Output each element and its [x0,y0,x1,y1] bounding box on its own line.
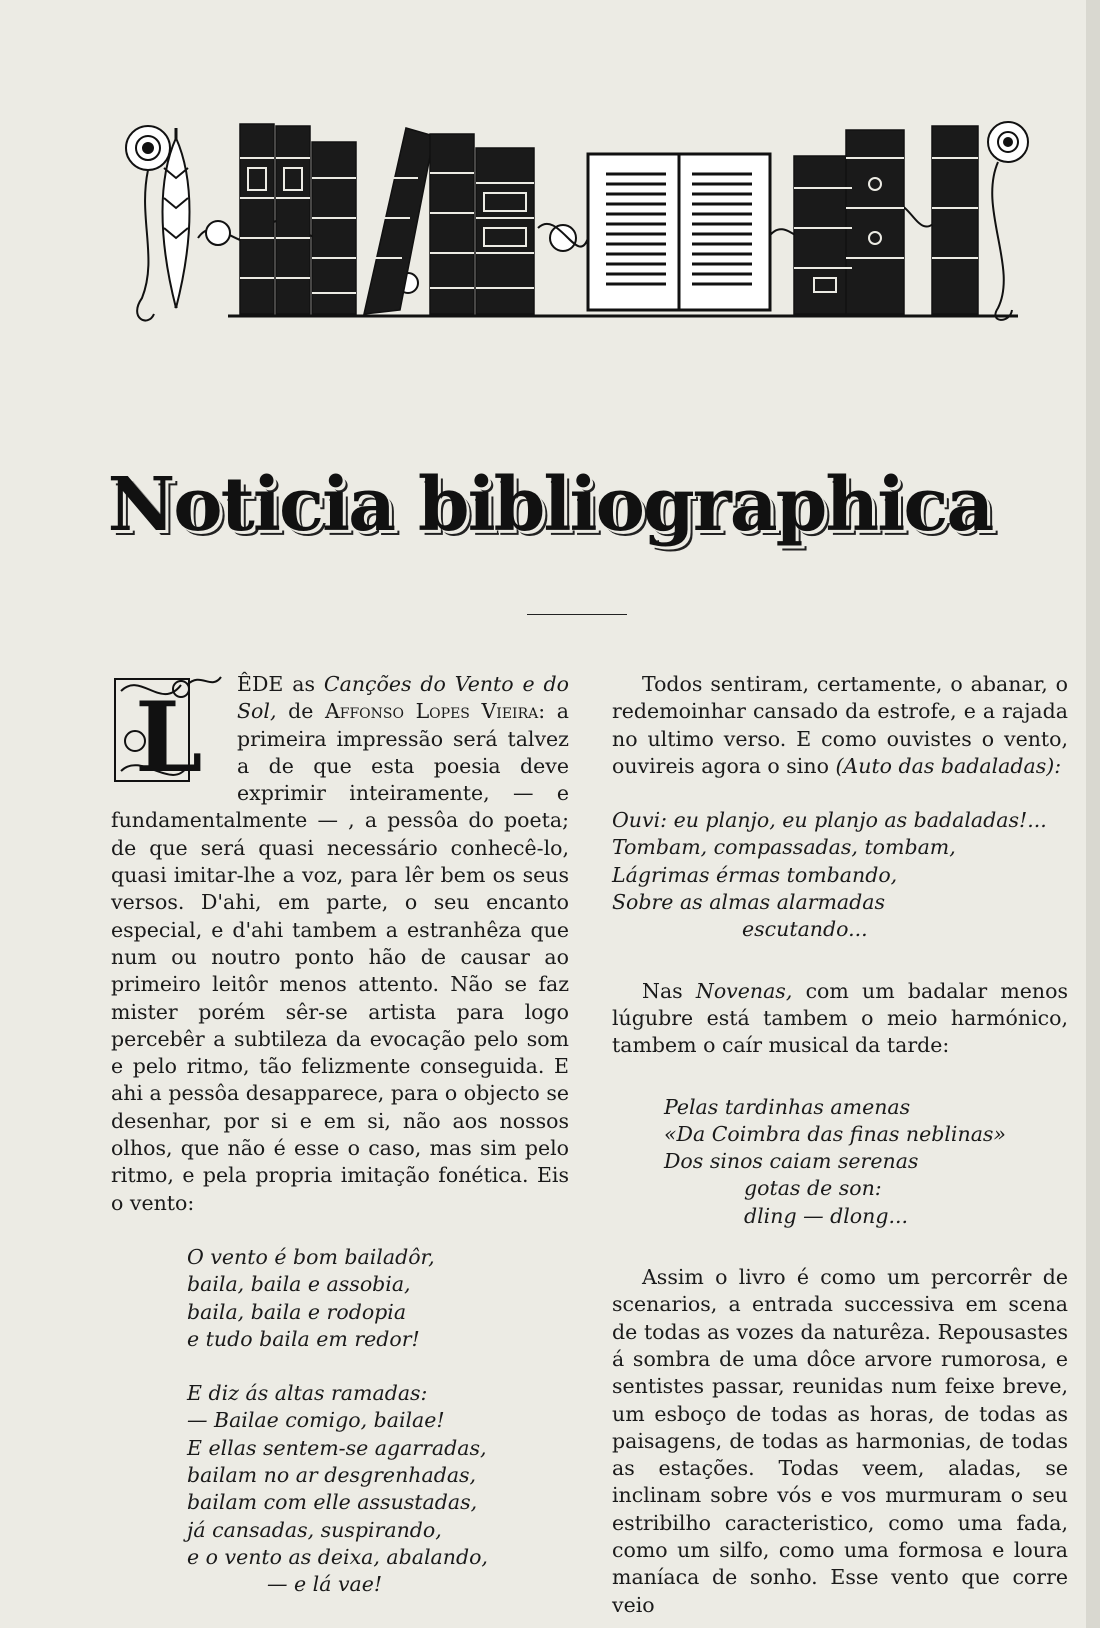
paragraph-scenarios: Assim o livro é como um percorrêr de scenarios, a entrada successiva em scena de todas as vozes da naturêza. Repousastes á sombra de uma dôce arvore rumorosa, e sentistes passar, reunidas num feixe breve, um esboço de todas as horas, de todas as paisagens, de todas as harmonias, de todas as estações. Todas veem, aladas, se inclinam sobre vós e vos murmuram o seu estribilho caracteristico, como uma fada, como um silfo, como uma formosa e loura maníaca de sonho. Esse vento que corre veio [612,1265,1068,1617]
poem-line: e o vento as deixa, abalando, [187,1544,488,1569]
author-name: Affonso Lopes Vieira [324,699,539,724]
poem-line: Tombam, compassadas, tombam, [612,835,956,860]
poem-line: baila, baila e rodopia [187,1299,407,1324]
intro-paragraph: L ÊDE as Canções do Vento e do Sol, de Affonso Lopes Vieira: a primeira impressão será talvez a de que esta poesia deve exprimir inteiramente, — e fundamentalmente — , a pessôa do poeta; de que será quasi necessário conhecê-lo, quasi imitar-lhe a voz, para lêr bem os seus versos. D'ahi, em parte, o seu encanto especial, e d'ahi tambem a estranhêza que num ou noutro ponto hão de causar ao primeiro leitôr menos attento. Não se faz mister porém sêr-se artista para logo percebêr a subtileza da evocação pelo som e pelo ritmo, tão felizmente conseguida. E ahi a pessôa desapparece, para o objecto se desenhar, por si e em si, não aos nossos olhos, que não é esse o caso, mas sim pelo ritmo, e pela propria imitação fonética. Eis o vento: [111,672,569,1215]
poem-line: Lágrimas érmas tombando, [612,862,898,887]
poem-line: — Bailae comigo, bailae! [187,1408,445,1433]
poem-line: bailam no ar desgrenhadas, [187,1463,477,1488]
paragraph-novenas: Nas Novenas, com um badalar menos lúgubre está tambem o meio harmónico, tambem o caír musical da tarde: [612,978,1068,1058]
poem-line: E diz ás altas ramadas: [187,1381,428,1406]
poem-novenas [664,1094,1068,1230]
poem-line: — e lá vae! [267,1572,383,1597]
poem-line: «Da Coimbra das finas neblinas» [664,1121,1006,1146]
intro-body: : a primeira impressão será talvez a de que esta poesia deve exprimir inteiramente, — e fundamentalmente — , a pessôa do poeta; de que será quasi necessário conhecê-lo, quasi imitar-lhe a voz, para lêr bem os seus versos. D'ahi, em parte, o seu encanto especial, e d'ahi tambem a estranhêza que num ou noutro ponto hão de causar ao primeiro leitôr menos attento. Não se faz mister porém sêr-se artista para logo percebêr a subtileza da evocação pelo som e pelo ritmo, tão felizmente conseguida. E ahi a pessôa desapparece, para o objecto se desenhar, por si e em si, não aos nossos olhos, que não é esse o caso, mas sim pelo ritmo, e pela propria imitação fonética. Eis o vento: [111,699,569,1215]
poem-line: E ellas sentem-se agarradas, [187,1435,487,1460]
ornamental-dropcap-icon [111,671,227,789]
poem-line: gotas de son: [744,1176,882,1201]
poem-line: já cansadas, suspirando, [187,1517,442,1542]
poem-line: Ouvi: eu planjo, eu planjo as badaladas!... [612,808,1047,833]
poem-line: baila, baila e assobia, [187,1272,411,1297]
title-rule [527,614,627,615]
paragraph-badaladas: Todos sentiram, certamente, o abanar, o redemoinhar cansado da estrofe, e a rajada no ultimo verso. E como ouvistes o vento, ouvireis agora o sino (Auto das badaladas): [612,672,1068,778]
page-edge [1086,0,1100,1628]
poem-line: escutando... [742,917,868,942]
lede-text: ÊDE as [237,672,316,696]
right-column [612,671,1068,1619]
books-header-ornament [118,118,1058,338]
poem-line: O vento é bom bailadôr, [187,1244,435,1269]
book-title: Canções do Vento e do Sol, [237,672,569,724]
poem-vento-1 [187,1244,569,1353]
rose-right-icon [988,122,1028,320]
page-title: Noticia bibliographica [107,462,993,548]
poem-vento-2 [187,1380,569,1598]
poem-line: Sobre as almas alarmadas [612,890,886,915]
poem-badaladas [612,807,1068,943]
poem-line: Pelas tardinhas amenas [664,1094,911,1119]
poem-line: bailam com elle assustadas, [187,1490,478,1515]
left-column [111,671,569,1599]
open-book-icon [588,154,770,310]
poem-line: Dos sinos caiam serenas [664,1149,919,1174]
poem-line: e tudo baila em redor! [187,1326,420,1351]
svg-text:L: L [135,681,203,789]
poem-line: dling — dlong... [744,1203,908,1228]
